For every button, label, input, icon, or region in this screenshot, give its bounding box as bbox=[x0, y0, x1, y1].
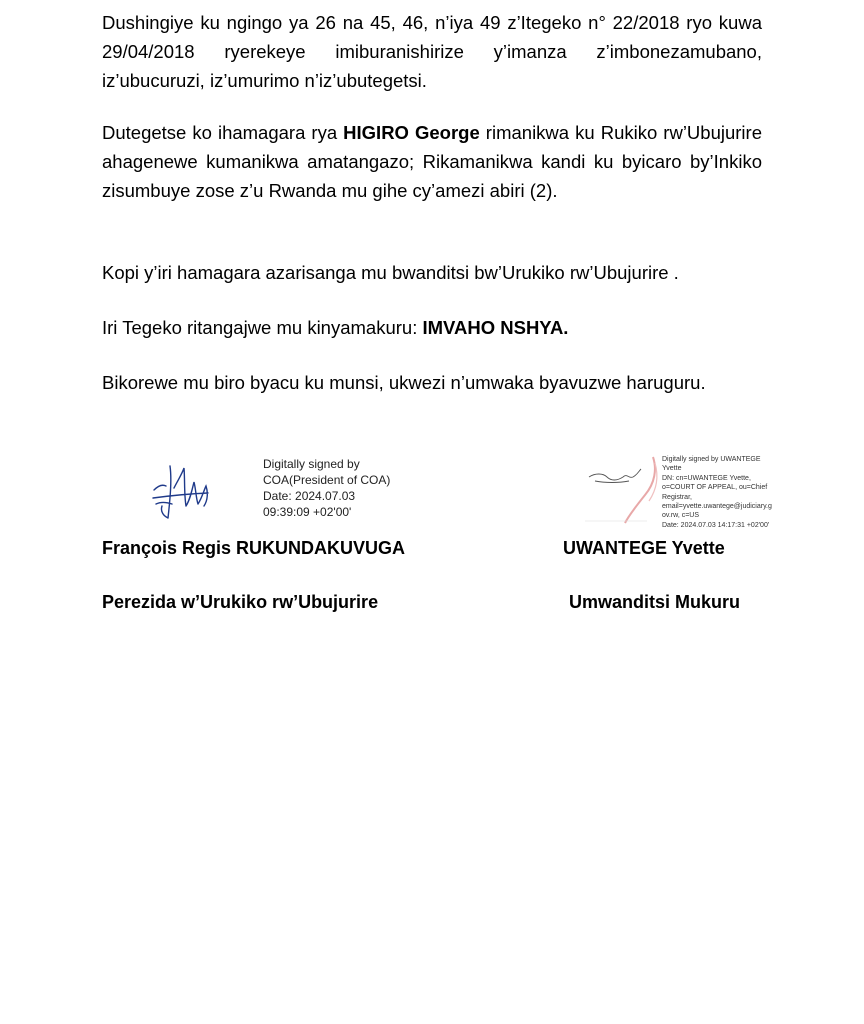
signature-line: ov.rw, c=US bbox=[662, 512, 700, 520]
signature-line: DN: cn=UWANTEGE Yvette, bbox=[662, 474, 751, 482]
party-name: HIGIRO George bbox=[343, 122, 480, 143]
president-title: Perezida w’Urukiko rw’Ubujurire bbox=[102, 592, 379, 612]
president-name: François Regis RUKUNDAKUVUGA bbox=[102, 538, 406, 558]
signature-line: o=COURT OF APPEAL, ou=Chief bbox=[662, 484, 768, 492]
signature-line: email=yvette.uwantege@judiciary.g bbox=[662, 503, 772, 511]
paragraph-order bbox=[102, 118, 762, 205]
signature-line: Yvette bbox=[662, 465, 682, 473]
registrar-name: UWANTEGE Yvette bbox=[563, 538, 725, 558]
signature-line: Digitally signed by bbox=[263, 457, 360, 471]
paragraph-legal-basis: Dushingiye ku ngingo ya 26 na 45, 46, n’iya 49 z’Itegeko n° 22/2018 ryo kuwa 29/04/2018 ryerekeye imiburanishirize y’imanza z’imbonezamubano, iz’ubucuruzi, iz’umurimo n’iz’ubutegetsi. bbox=[102, 12, 762, 91]
signature-line: 09:39:09 +02'00' bbox=[263, 505, 352, 519]
paragraph-copy: Kopi y’iri hamagara azarisanga mu bwanditsi bw’Urukiko rw’Ubujurire . bbox=[102, 262, 679, 283]
signature-line: COA(President of COA) bbox=[263, 473, 391, 487]
registrar-title: Umwanditsi Mukuru bbox=[569, 592, 741, 612]
newspaper-name: IMVAHO NSHYA. bbox=[422, 317, 569, 338]
signature-line: Digitally signed by UWANTEGE bbox=[662, 456, 761, 463]
paragraph-done-at: Bikorewe mu biro byacu ku munsi, ukwezi n’umwaka byavuzwe haruguru. bbox=[102, 372, 706, 393]
digital-signature-info-left bbox=[263, 456, 443, 520]
order-text-start: Dutegetse ko ihamagara rya bbox=[102, 122, 344, 143]
publication-text: Iri Tegeko ritangajwe mu kinyamakuru: bbox=[102, 317, 423, 338]
signature-line: Date: 2024.07.03 14:17:31 +02'00' bbox=[662, 521, 770, 529]
digital-signature-info-right bbox=[662, 455, 772, 530]
signature-line: Registrar, bbox=[662, 493, 692, 501]
paragraph-publication bbox=[102, 313, 762, 342]
order-text-end: rimanikwa ku Rukiko rw’Ubujurire ahagenewe kumanikwa amatangazo; Rikamanikwa kandi ku byicaro by’Inkiko zisumbuye zose z’u Rwanda mu gihe cy’amezi abiri (2). bbox=[102, 122, 762, 201]
signature-line: Date: 2024.07.03 bbox=[263, 489, 356, 503]
president-signature bbox=[148, 460, 218, 522]
